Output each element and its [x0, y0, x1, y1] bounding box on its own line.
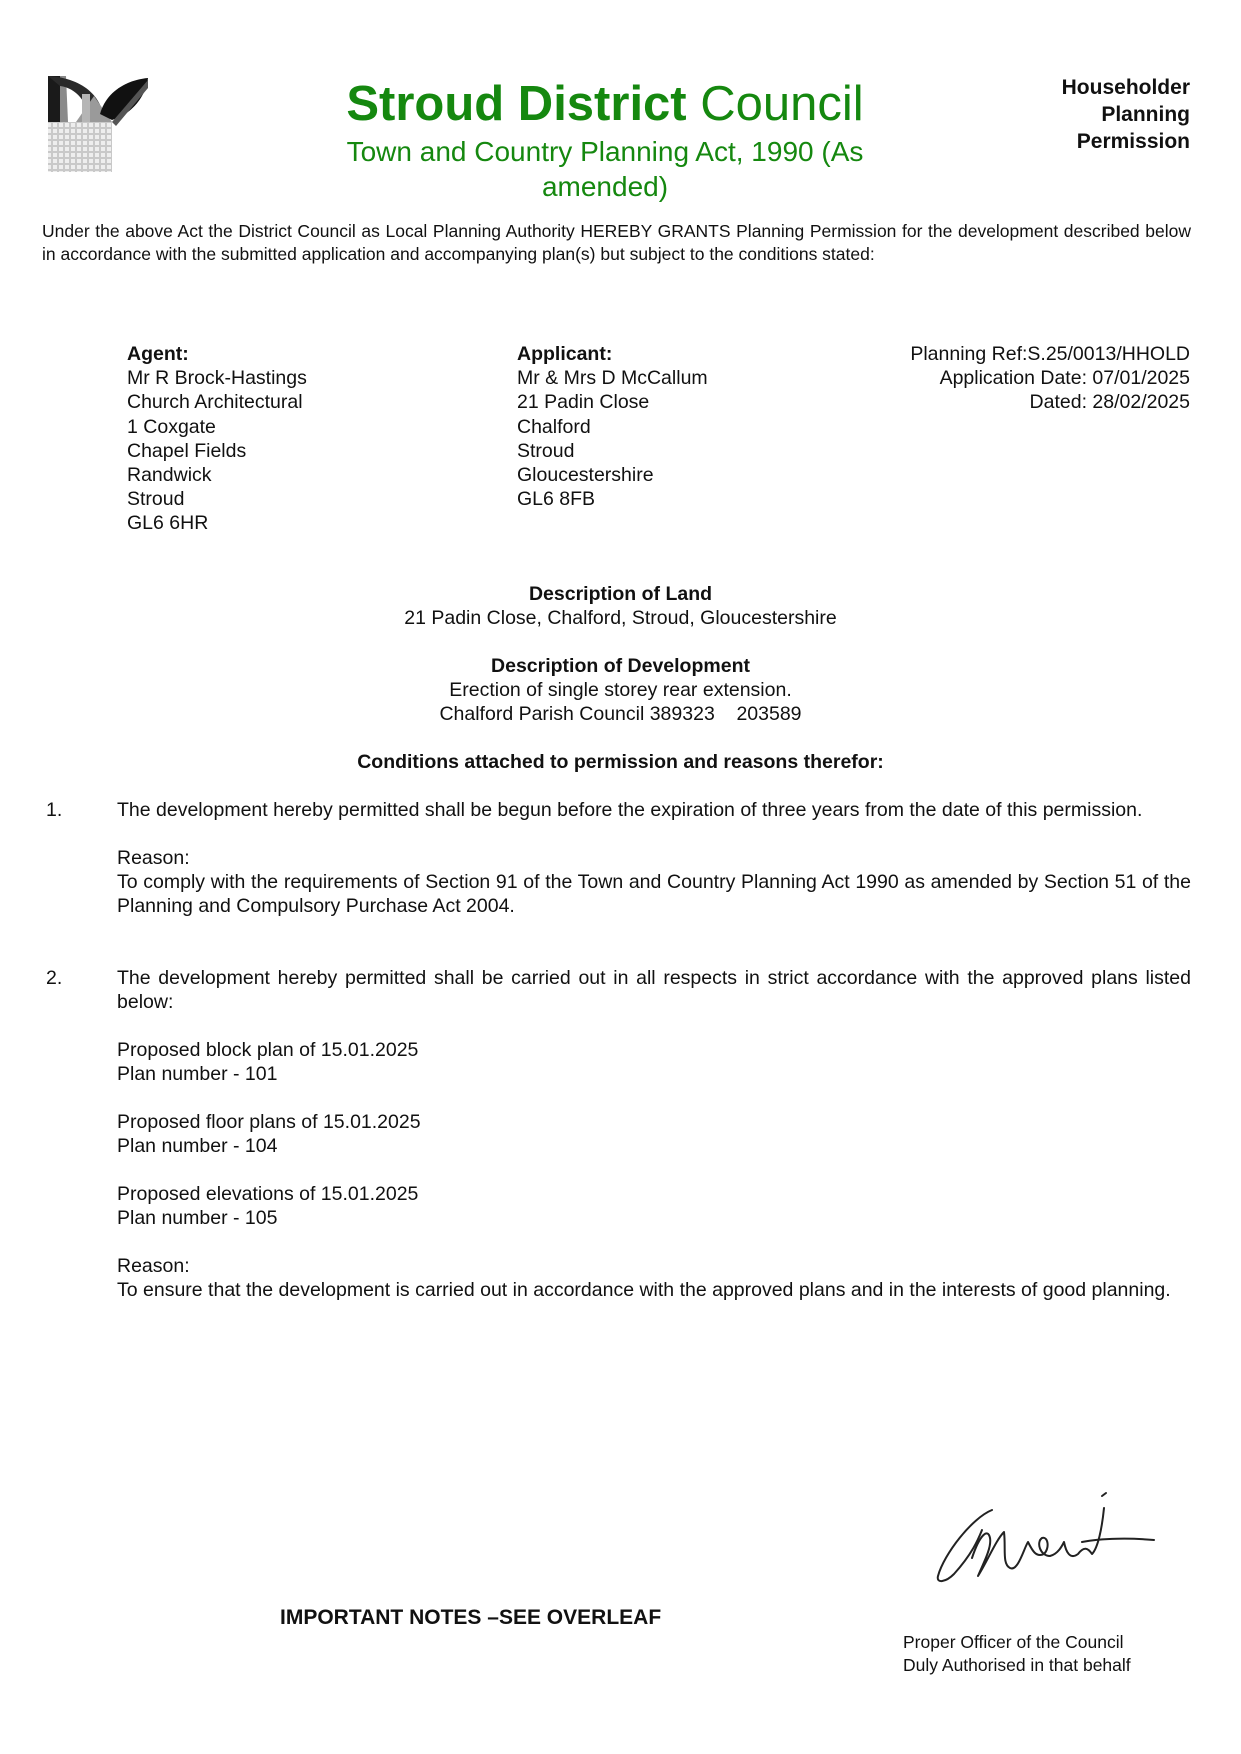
- condition-1: The development hereby permitted shall be begun before the expiration of three years from the date of this permission. Reason: To comply with the requirements of Section 91 of the Town and Country Planning Act 1990 as amended by Section 51 of the Planning and Compulsory Purchase Act 2004.: [117, 799, 1191, 917]
- condition-number: 1.: [46, 799, 63, 821]
- agent-label: Agent:: [127, 343, 189, 365]
- land-description: Description of Land 21 Padin Close, Chalford, Stroud, Gloucestershire: [404, 583, 837, 629]
- development-description: Description of Development Erection of single storey rear extension. Chalford Parish Council 389323 203589: [0, 654, 1241, 726]
- plan-entry: Proposed block plan of 15.01.2025 Plan number - 101: [117, 1039, 419, 1085]
- document-type: Householder Planning Permission: [1061, 76, 1190, 153]
- parish-reference: Chalford Parish Council 389323 203589: [439, 703, 802, 725]
- applicant-block: Applicant: Mr & Mrs D McCallum 21 Padin Close Chalford Stroud Gloucestershire GL6 8FB: [517, 343, 708, 511]
- council-logo: [46, 74, 150, 174]
- council-name: Stroud District Council: [346, 77, 864, 131]
- grant-statement: Under the above Act the District Council as Local Planning Authority HEREBY GRANTS Planning Permission for the development described below in accordance with the submitted application and accompanying plan(s) but subject to the conditions stated:: [42, 221, 1191, 264]
- officer-signature: [932, 1488, 1192, 1588]
- application-date: Application Date: 07/01/2025: [939, 367, 1190, 390]
- conditions-heading: Conditions attached to permission and reasons therefor:: [357, 751, 884, 773]
- planning-ref: Planning Ref:S.25/0013/HHOLD: [910, 343, 1190, 365]
- act-title: Town and Country Planning Act, 1990 (As amended): [346, 136, 864, 202]
- reference-block: [910, 342, 1190, 415]
- plan-entry: Proposed floor plans of 15.01.2025 Plan number - 104: [117, 1111, 421, 1157]
- condition-2: The development hereby permitted shall be carried out in all respects in strict accordance with the approved plans listed below: Proposed block plan of 15.01.2025 Plan number - 101 Proposed floor plans of 15.01.2025 Plan number - 104 Proposed elevations of 15.01.2025 Plan number - 105 Reason: To ensure that the development is carried out in accordance with the approved plans and in the interests of good planning.: [117, 967, 1191, 1301]
- dated: Dated: 28/02/2025: [1029, 391, 1190, 414]
- officer-designation: Proper Officer of the Council Duly Authorised in that behalf: [903, 1632, 1131, 1675]
- condition-number: 2.: [46, 967, 63, 989]
- plan-entry: Proposed elevations of 15.01.2025 Plan number - 105: [117, 1183, 419, 1229]
- agent-block: Agent: Mr R Brock-Hastings Church Architectural 1 Coxgate Chapel Fields Randwick Stroud GL6 6HR: [127, 343, 307, 535]
- letterhead: [300, 74, 910, 204]
- applicant-label: Applicant:: [517, 343, 613, 365]
- important-notes: IMPORTANT NOTES –SEE OVERLEAF: [280, 1606, 662, 1629]
